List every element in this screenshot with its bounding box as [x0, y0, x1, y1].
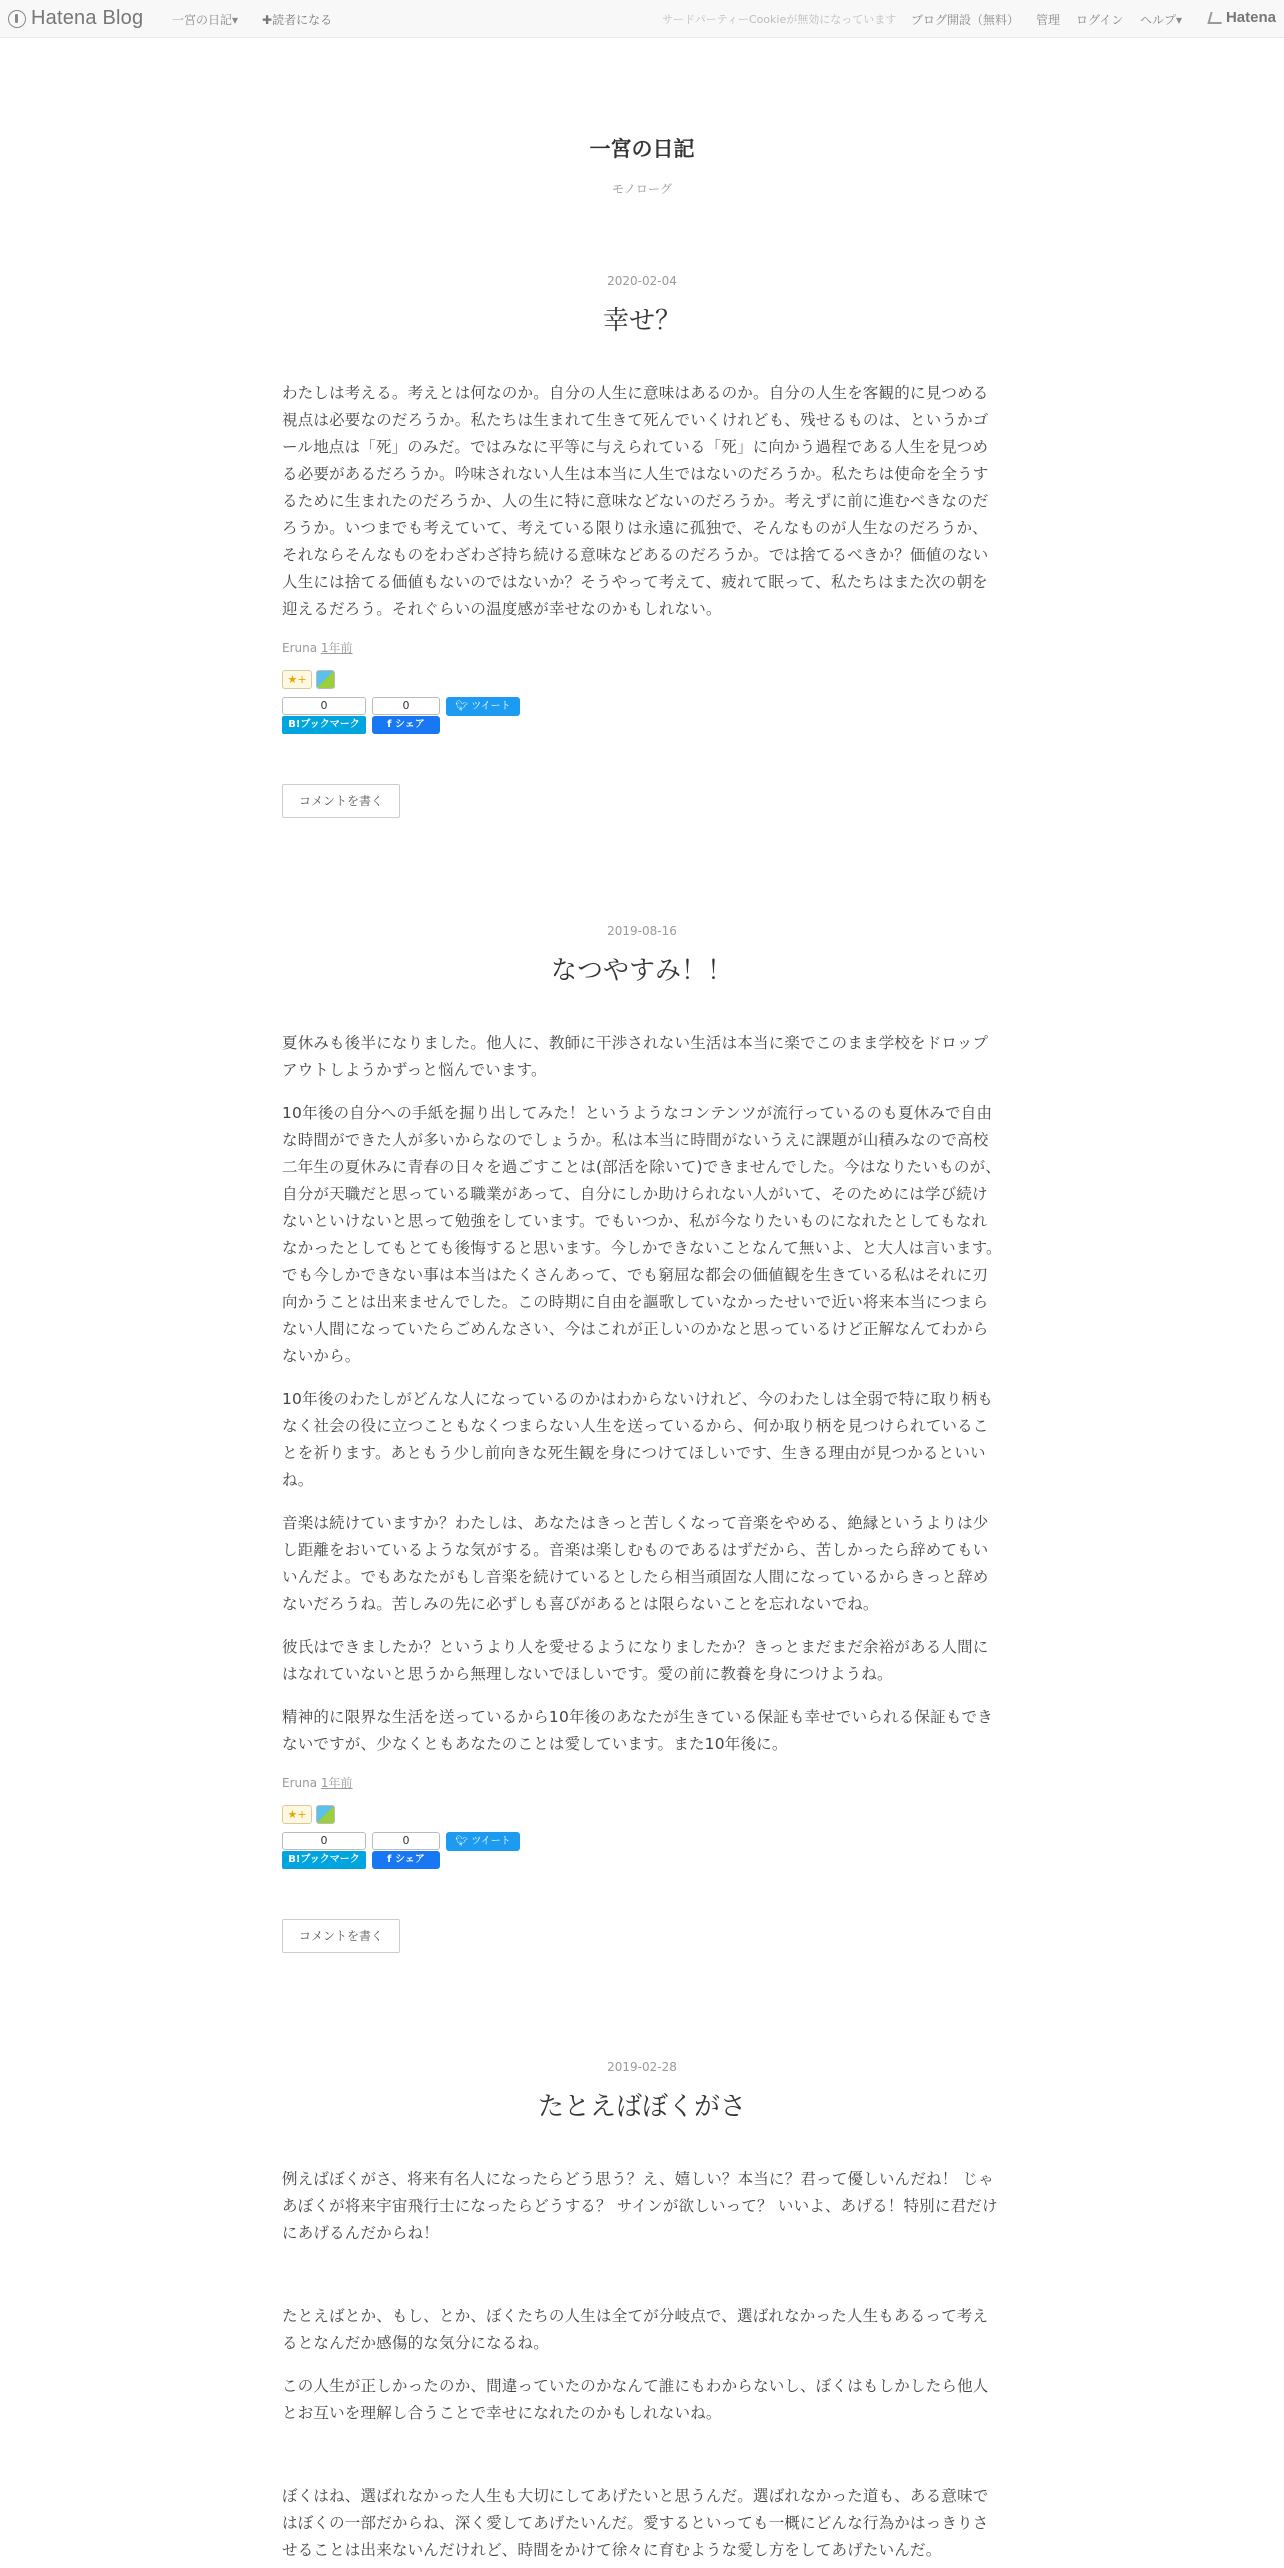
global-header: [0, 0, 1284, 38]
caret-down-icon: ▾: [1176, 13, 1183, 27]
add-star-button[interactable]: [282, 1805, 312, 1824]
entry-paragraph: 夏休みも後半になりました。他人に、教師に干渉されない生活は本当に楽でこのまま学校をドロップアウトしようかずっと悩んでいます。: [282, 1034, 989, 1079]
author-name[interactable]: Eruna: [282, 1776, 318, 1790]
entry-paragraph: たとえばとか、もし、とか、ぼくたちの人生は全てが分岐点で、選ばれなかった人生もあるって考えるとなんだか感傷的な気分になるね。: [282, 2307, 989, 2352]
entry-paragraph: 精神的に限界な生活を送っているから10年後のあなたが生きている保証も幸せでいられる保証もできないですが、少なくともあなたのことは愛しています。また10年後に。: [282, 1708, 993, 1753]
social-buttons: [282, 1832, 1002, 1869]
write-comment-button[interactable]: コメントを書く: [282, 1919, 400, 1953]
entry-time[interactable]: 1年前: [320, 641, 353, 655]
add-star-button[interactable]: [282, 670, 312, 689]
logo-text: Hatena Blog: [31, 7, 144, 29]
hatena-link[interactable]: Hatena: [1209, 9, 1276, 26]
hatena-blog-logo[interactable]: [8, 7, 143, 30]
entry: [282, 2060, 1002, 2568]
entry-footer: [282, 639, 1002, 656]
social-buttons: [282, 697, 1002, 734]
entry-date[interactable]: 2019-02-28: [607, 2060, 677, 2074]
entry-footer: [282, 1774, 1002, 1791]
entry-date[interactable]: 2020-02-04: [607, 274, 677, 288]
write-comment-button[interactable]: コメントを書く: [282, 784, 400, 818]
plus-icon: ✚: [262, 13, 273, 27]
hatena-logo-icon: [8, 10, 26, 28]
blog-title[interactable]: 一宮の日記: [589, 137, 695, 161]
entry: [282, 924, 1002, 1953]
entry-title[interactable]: 幸せ？: [602, 306, 681, 336]
entry-paragraph: 例えばぼくがさ、将来有名人になったらどう思う？え、嬉しい？本当に？君って優しいんだね！ じゃあぼくが将来宇宙飛行士になったらどうする？ サインが欲しいって？ いいよ、あげる！特別に君だけにあげるんだからね！: [282, 2170, 998, 2242]
tweet-button[interactable]: 🐦︎ ツイート: [446, 697, 520, 716]
hatebu-count[interactable]: 0: [282, 1832, 366, 1850]
author-name[interactable]: Eruna: [282, 641, 318, 655]
entry-paragraph: 10年後の自分への手紙を掘り出してみた！というようなコンテンツが流行っているのも夏休みで自由な時間ができた人が多いからなのでしょうか。私は本当に時間がないうえに課題が山積みなので高校二年生の夏休みに青春の日々を過ごすことは(部活を除いて)できませんでした。今はなりたいものが、自分が天職だと思っている職業があって、自分にしか助けられない人がいて、そのためには学び続けないといけないと思って勉強をしています。でもいつか、私が今なりたいものになれたとしてもなれなかったとしてもとても後悔すると思います。今しかできないことなんて無いよ、と大人は言います。でも今しかできない事は本当はたくさんあって、でも窮屈な都会の価値観を生きている私はそれに刃向かうことは出来ませんでした。この時期に自由を謳歌していなかったせいで近い将来本当につまらない人間になっていたらごめんなさい、今はこれが正しいのかなと思っているけど正解なんてわからないから。: [282, 1104, 1002, 1365]
start-blog-link[interactable]: ブログ開設（無料）: [911, 13, 1020, 27]
caret-down-icon: ▾: [232, 13, 239, 27]
twitter-bird-icon: 🐦︎: [455, 1836, 472, 1847]
entry-paragraph: この人生が正しかったのか、間違っていたのかなんて誰にもわからないし、ぼくはもしかしたら他人とお互いを理解し合うことで幸せになれたのかもしれないね。: [282, 2377, 989, 2422]
star-row: [282, 1805, 1002, 1824]
entry-paragraph: 音楽は続けていますか？わたしは、あなたはきっと苦しくなって音楽をやめる、絶縁というよりは少し距離をおいているような気がする。音楽は楽しむものであるはずだから、苦しかったら辞めてもいいんだよ。でもあなたがもし音楽を続けているとしたら相当頑固な人間になっているからきっと辞めないだろうね。苦しみの先に必ずしも喜びがあるとは限らないことを忘れないでね。: [282, 1514, 989, 1613]
star-icon: ★+: [287, 1808, 307, 1821]
hatena-bookmark-button[interactable]: B!ブックマーク: [282, 1851, 366, 1869]
entry-time[interactable]: 1年前: [320, 1776, 353, 1790]
tweet-button[interactable]: 🐦︎ ツイート: [446, 1832, 520, 1851]
twitter-bird-icon: 🐦︎: [455, 701, 472, 712]
entry-paragraph: わたしは考える。考えとは何なのか。自分の人生に意味はあるのか。自分の人生を客観的に見つめる視点は必要なのだろうか。私たちは生まれて生きて死んでいくけれども、残せるものは、というかゴール地点は「死」のみだ。ではみなに平等に与えられている「死」に向かう過程である人生を見つめる必要があるだろうか。吟味されない人生は本当に人生ではないのだろうか。私たちは使命を全うするために生まれたのだろうか、人の生に特に意味などないのだろうか。考えずに前に進むべきなのだろうか。いつまでも考えていて、考えている限りは永遠に孤独で、そんなものが人生なのだろうか、それならそんなものをわざわざ持ち続ける意味などあるのだろうか。では捨てるべきか？価値のない人生には捨てる価値もないのではないか？そうやって考えて、疲れて眠って、私たちはまた次の朝を迎えるだろう。それぐらいの温度感が幸せなのかもしれない。: [282, 384, 989, 618]
blog-menu-dropdown[interactable]: 一宮の日記▾: [172, 13, 239, 27]
entry-paragraph: 10年後のわたしがどんな人になっているのかはわからないけれど、今のわたしは全弱で特に取り柄もなく社会の役に立つこともなくつまらない人生を送っているから、何か取り柄を見つけられていることを祈ります。あともう少し前向きな死生観を身につけてほしいです、生きる理由が見つかるといいね。: [282, 1390, 993, 1489]
color-star-icon[interactable]: [316, 1805, 335, 1824]
hatebu-count[interactable]: 0: [282, 697, 366, 715]
facebook-count[interactable]: 0: [372, 697, 440, 715]
blog-description: モノローグ: [612, 182, 672, 196]
facebook-share-button[interactable]: f シェア: [372, 716, 440, 734]
entry-content: [282, 2166, 1002, 2564]
entry-paragraph: ぼくはね、選ばれなかった人生も大切にしてあげたいと思うんだ。選ばれなかった道も、ある意味ではぼくの一部だからね、深く愛してあげたいんだ。愛するといっても一概にどんな行為かはっきりさせることは出来ないんだけれど、時間をかけて徐々に育むような愛し方をしてあげたいんだ。: [282, 2487, 989, 2559]
login-link[interactable]: ログイン: [1076, 13, 1124, 27]
star-icon: ★+: [287, 673, 307, 686]
hatena-bookmark-button[interactable]: B!ブックマーク: [282, 716, 366, 734]
hatena-mark-icon: [1207, 12, 1224, 24]
entry-title[interactable]: たとえばぼくがさ: [537, 2092, 746, 2122]
entry-content: [282, 1030, 1002, 1758]
admin-link[interactable]: 管理: [1036, 13, 1061, 27]
entry-paragraph: 彼氏はできましたか？というより人を愛せるようになりましたか？きっとまだまだ余裕がある人間にはなれていないと思うから無理しないでほしいです。愛の前に教養を身につけようね。: [282, 1638, 989, 1683]
entry-content: [282, 380, 1002, 623]
entry-date[interactable]: 2019-08-16: [607, 924, 677, 938]
subscribe-link[interactable]: ✚読者になる: [262, 13, 333, 27]
entry-title[interactable]: なつやすみ！！: [550, 956, 733, 986]
star-row: [282, 670, 1002, 689]
color-star-icon[interactable]: [316, 670, 335, 689]
help-dropdown[interactable]: ヘルプ▾: [1140, 13, 1183, 27]
facebook-share-button[interactable]: f シェア: [372, 1851, 440, 1869]
facebook-count[interactable]: 0: [372, 1832, 440, 1850]
cookie-notice[interactable]: サードパーティーCookieが無効になっています: [662, 13, 897, 26]
entry: [282, 274, 1002, 818]
